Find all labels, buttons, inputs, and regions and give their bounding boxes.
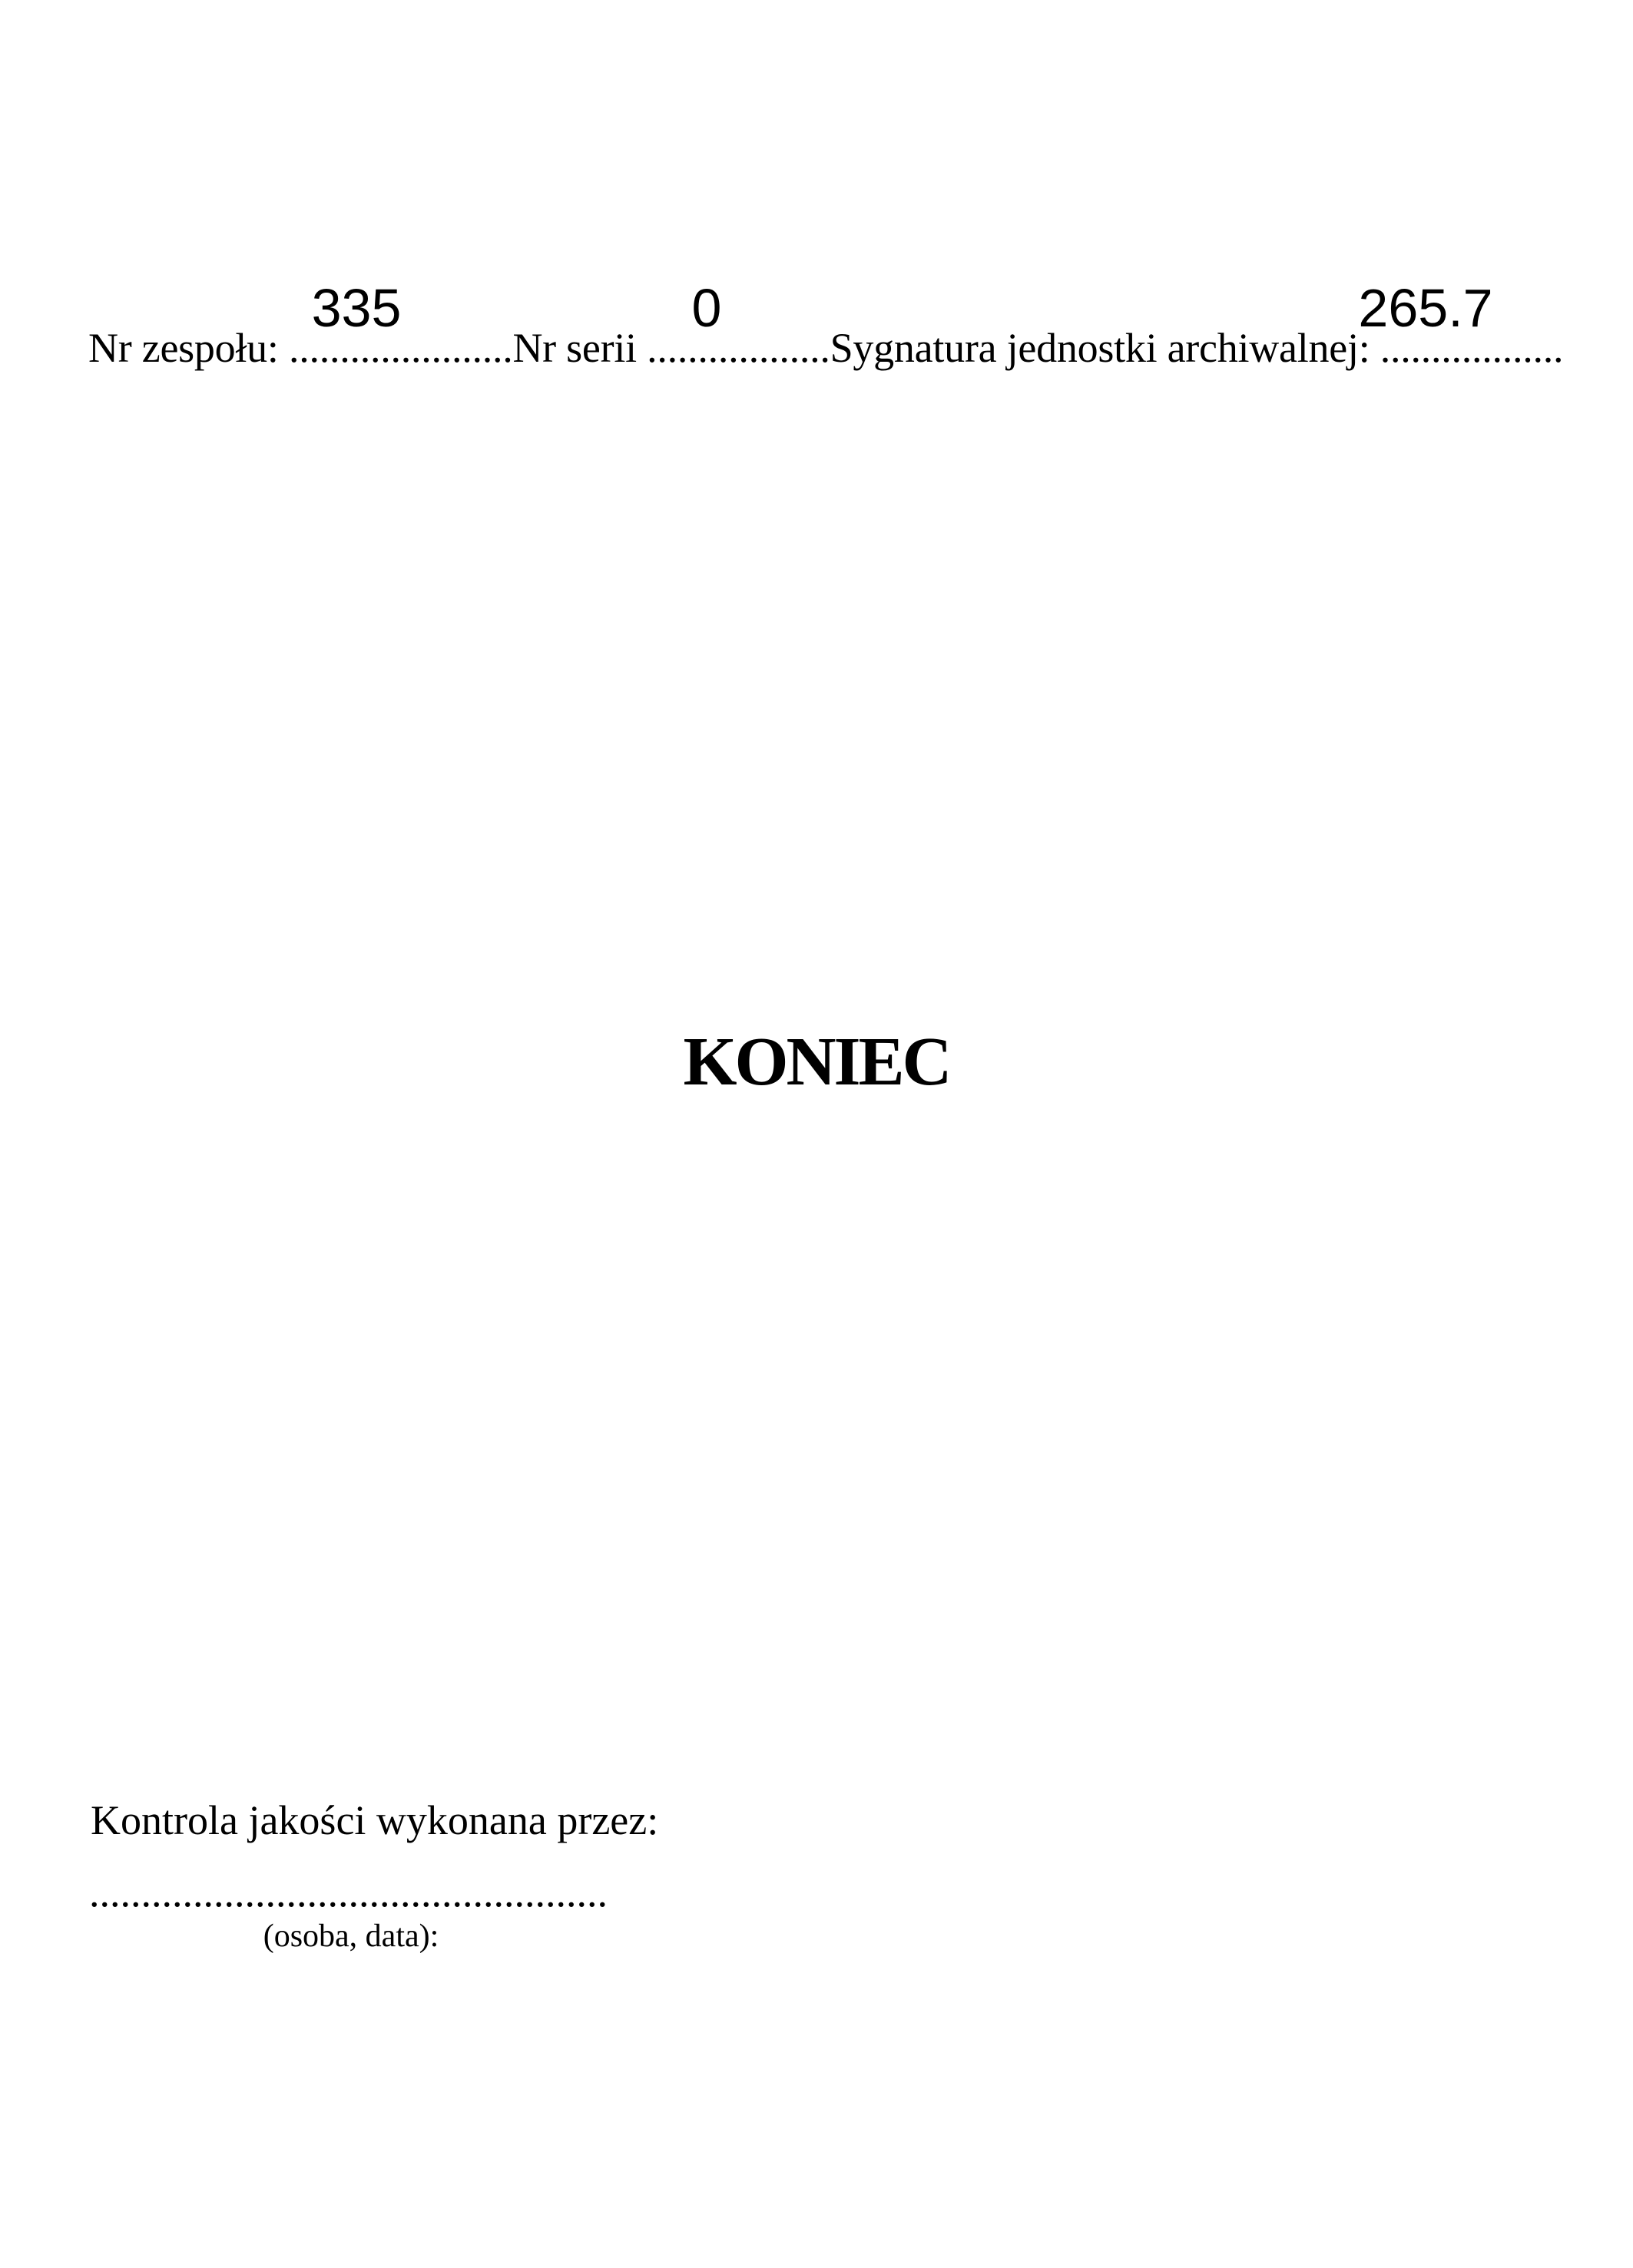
nr-zespolu-value: 335 (311, 278, 402, 338)
sygnatura-value: 265.7 (1358, 278, 1493, 338)
signature-dotted-line: .................................................. (89, 1869, 608, 1915)
nr-zespolu-label: Nr zespołu: (88, 325, 289, 371)
quality-control-label: Kontrola jakości wykonana przez: (91, 1797, 659, 1843)
header-field-line (88, 327, 1563, 369)
signature-caption: (osoba, data): (263, 1919, 439, 1954)
nr-serii-value: 0 (691, 278, 722, 338)
nr-zespolu-dotted-line: ...................... (288, 325, 513, 371)
page-title-koniec: KONIEC (683, 1024, 950, 1100)
sygnatura-label: Sygnatura jednostki archiwalnej: (830, 325, 1380, 371)
nr-serii-dotted-line: .................. (647, 325, 830, 371)
sygnatura-dotted-line: .................. (1380, 325, 1564, 371)
nr-serii-label: Nr serii (512, 325, 648, 371)
